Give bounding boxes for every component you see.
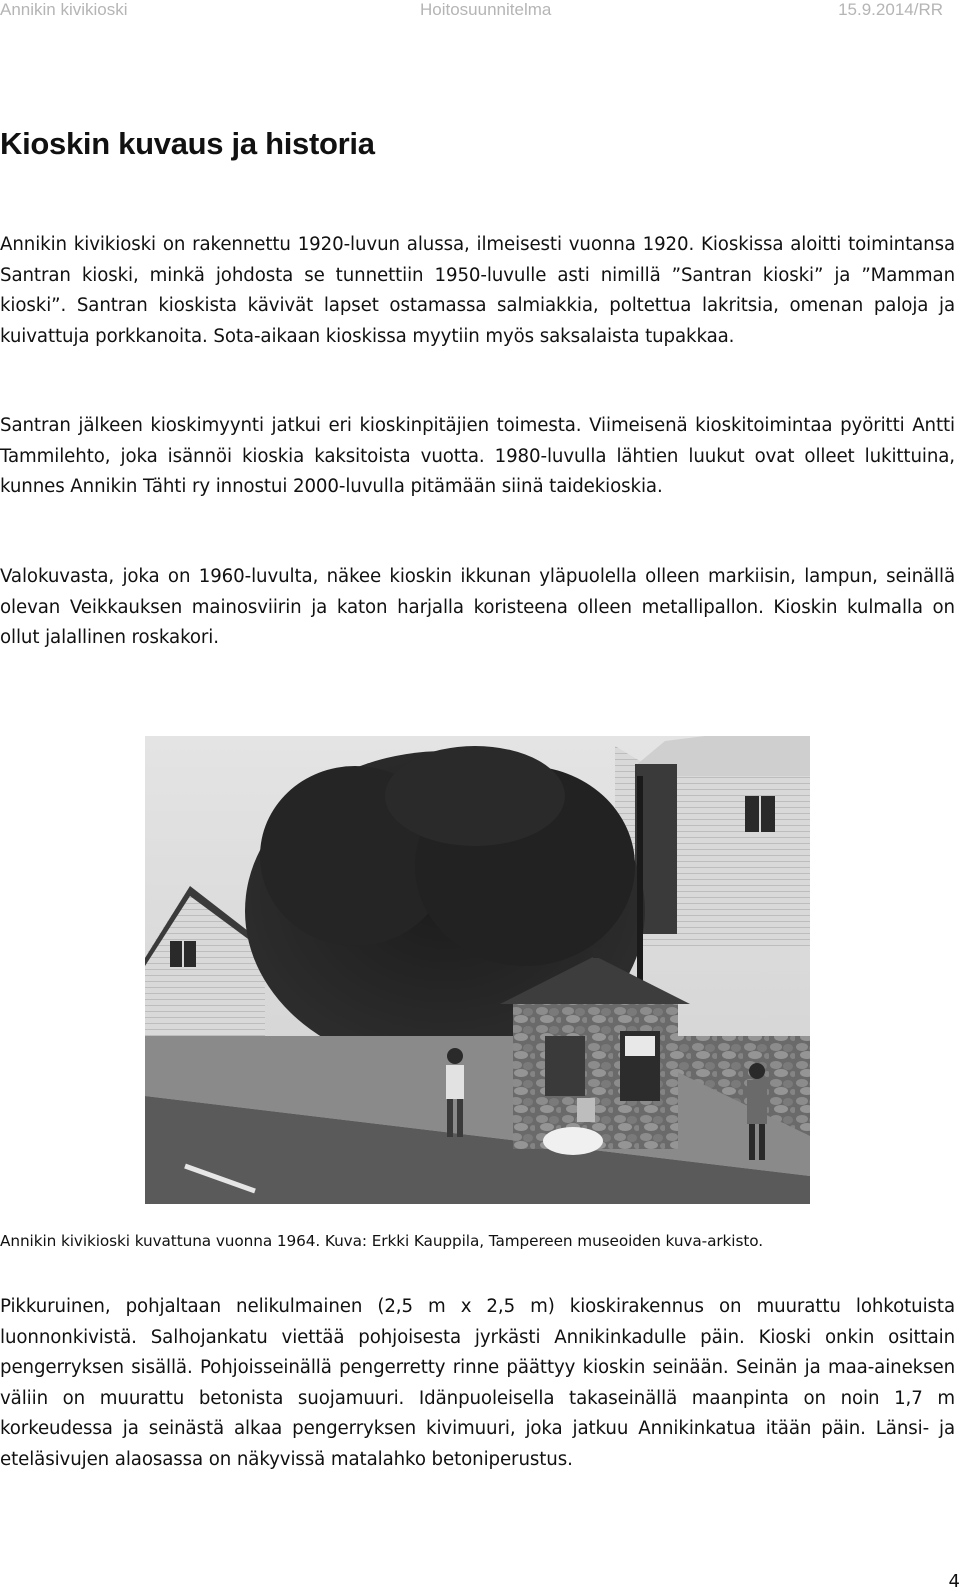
- page-title: Kioskin kuvaus ja historia: [0, 126, 375, 161]
- header-document-type: Hoitosuunnitelma: [420, 0, 552, 19]
- paragraph-history: Annikin kivikioski on rakennettu 1920-luvun alussa, ilmeisesti vuonna 1920. Kioskissa aloitti toimintansa Santran kioski, minkä johdosta se tunnettiin 1950-luvulle asti nimillä ”Santran kioski” ja ”Mamman kioski”. Santran kioskista kävivät lapset ostamassa salmiakkia, poltettua lakritsia, omenan paloja ja kuivattuja porkkanoita. Sota-aikaan kioskissa myytiin myös saksalaista tupakkaa.: [0, 234, 955, 347]
- running-header: [0, 0, 960, 24]
- kiosk-photo: [145, 736, 810, 1204]
- photo-caption: Annikin kivikioski kuvattuna vuonna 1964. Kuva: Erkki Kauppila, Tampereen museoiden kuva-arkisto.: [0, 1232, 763, 1250]
- header-document-name: Annikin kivikioski: [0, 0, 128, 19]
- paragraph-structure: Pikkuruinen, pohjaltaan nelikulmainen (2,5 m x 2,5 m) kioskirakennus on muurattu lohkotuista luonnonkivistä. Salhojankatu viettää pohjoisesta jyrkästi Annikinkadulle päin. Kioski onkin osittain pengerryksen sisällä. Pohjoisseinällä pengerretty rinne päättyy kioskin seinään. Seinän ja maa-aineksen väliin on muurattu betonista suojamuuri. Idänpuoleisella takaseinällä maanpinta on noin 1,7 m korkeudessa ja seinästä alkaa pengerryksen kivimuuri, joka jatkuu Annikinkatua itään päin. Länsi- ja eteläsivujen alaosassa on näkyvissä matalahko betoniperustus.: [0, 1296, 955, 1470]
- page-number: 4: [948, 1571, 960, 1592]
- paragraph-photo-description: Valokuvasta, joka on 1960-luvulta, näkee kioskin ikkunan yläpuolella olleen markiisin, lampun, seinällä olevan Veikkauksen mainosviirin ja katon harjalla koristeena olleen metallipallon. Kioskin kulmalla on ollut jalallinen roskakori.: [0, 566, 955, 649]
- paragraph-operators: Santran jälkeen kioskimyynti jatkui eri kioskinpitäjien toimesta. Viimeisenä kioskitoimintaa pyöritti Antti Tammilehto, joka isännöi kioskia kaksitoista vuotta. 1980-luvulla lähtien luukut ovat olleet lukittuina, kunnes Annikin Tähti ry innostui 2000-luvulla pitämään siinä taidekioskia.: [0, 415, 955, 498]
- header-date: 15.9.2014/RR: [838, 0, 943, 19]
